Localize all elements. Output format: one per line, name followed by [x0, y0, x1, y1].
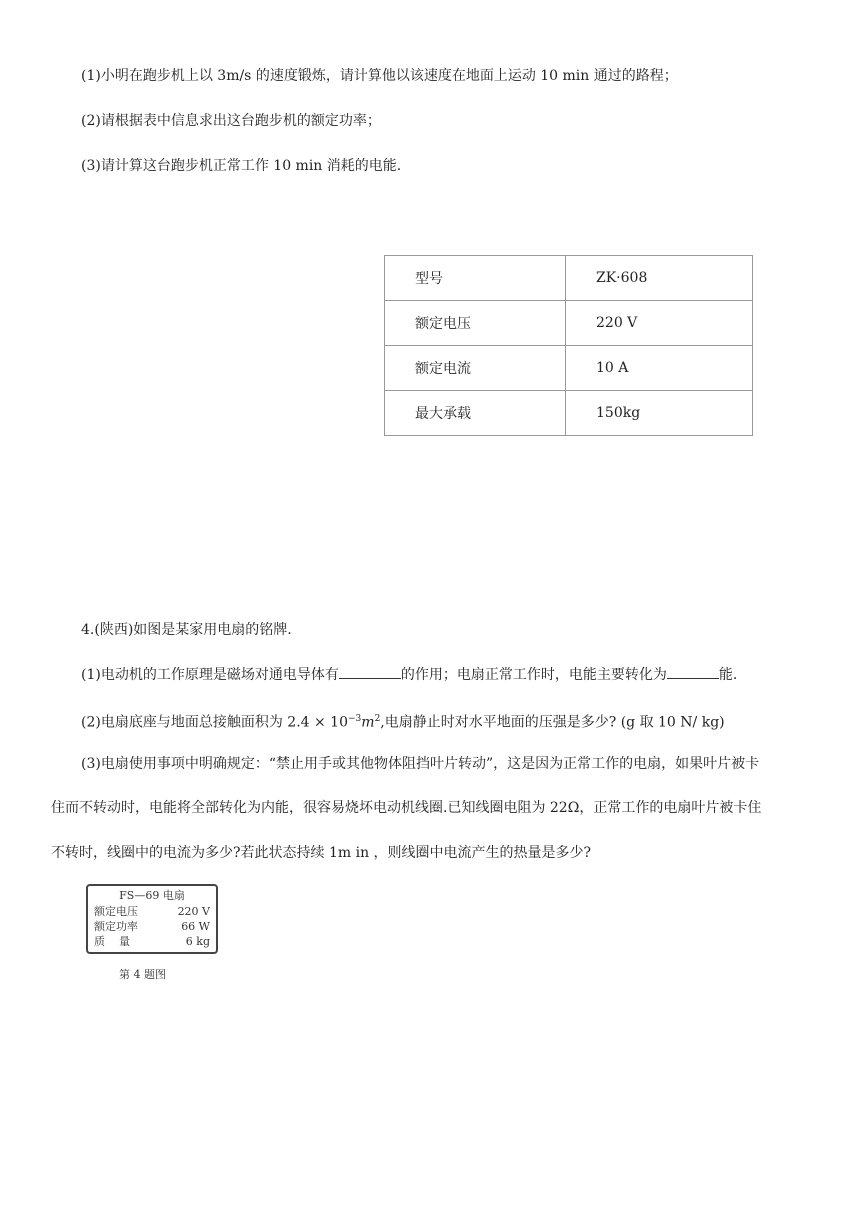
nameplate-label: 质 量: [94, 935, 130, 948]
nameplate-value: 6 kg: [185, 935, 210, 948]
question-4-heading: 4.(陕西)如图是某家用电扇的铭牌.: [81, 622, 292, 638]
table-row: [385, 346, 753, 391]
question-4-part-3-line-1: (3)电扇使用事项中明确规定：“禁止用手或其他物体阻挡叶片转动”，这是因为正常工作的电扇，如果叶片被卡: [81, 756, 760, 772]
q4-p2-exponent: −3: [348, 714, 362, 724]
spec-key: 额定电压: [385, 301, 566, 346]
table-row: [385, 391, 753, 436]
spec-value: 10 A: [566, 346, 753, 391]
question-4-part-1: [81, 664, 737, 685]
answer-blank: [339, 664, 401, 679]
question-4-part-3-line-3: 不转时，线圈中的电流为多少?若此状态持续 1m in ，则线圈中电流产生的热量是多少?: [51, 845, 592, 861]
q4-p2-unit-exponent: 2: [374, 714, 381, 724]
spec-value: 220 V: [566, 301, 753, 346]
nameplate-value: 220 V: [177, 905, 210, 918]
question-4-part-2: [81, 709, 725, 733]
spec-key: 型号: [385, 256, 566, 301]
q4-p2-unit: m: [361, 714, 375, 731]
question-3-part-1: (1)小明在跑步机上以 3m/s 的速度锻炼，请计算他以该速度在地面上运动 10 min 通过的路程；: [81, 68, 678, 84]
q4-p1-text-a: (1)电动机的工作原理是磁场对通电导体有: [81, 667, 339, 683]
fan-nameplate: [86, 884, 218, 954]
q4-p1-text-b: 的作用；电扇正常工作时，电能主要转化为: [400, 667, 667, 683]
figure-caption: 第 4 题图: [119, 968, 166, 981]
spec-value: 150kg: [566, 391, 753, 436]
table-row: [385, 256, 753, 301]
table-row: [385, 301, 753, 346]
nameplate-row: [94, 919, 210, 934]
question-4-part-3-line-2: 住而不转动时，电能将全部转化为内能，很容易烧坏电动机线圈.已知线圈电阻为 22Ω，正常工作的电扇叶片被卡住: [51, 800, 762, 816]
spec-key: 额定电流: [385, 346, 566, 391]
answer-blank: [667, 664, 719, 679]
nameplate-value: 66 W: [181, 920, 210, 933]
q4-p1-text-c: 能.: [718, 667, 738, 683]
spec-key: 最大承载: [385, 391, 566, 436]
q4-p2-text-a: (2)电扇底座与地面总接触面积为 2.4 × 10: [81, 714, 348, 731]
q4-p2-text-b: ,电扇静止时对水平地面的压强是多少? (g 取 10 N/ kg): [380, 714, 725, 731]
nameplate-label: 额定功率: [94, 920, 138, 933]
spec-value: ZK·608: [566, 256, 753, 301]
question-3-part-3: (3)请计算这台跑步机正常工作 10 min 消耗的电能.: [81, 158, 402, 174]
question-3-part-2: (2)请根据表中信息求出这台跑步机的额定功率；: [81, 113, 381, 129]
nameplate-row: [94, 934, 210, 949]
nameplate-row: [94, 904, 210, 919]
nameplate-title: FS—69 电扇: [119, 889, 185, 902]
treadmill-spec-table: [384, 255, 753, 436]
nameplate-label: 额定电压: [94, 905, 138, 918]
